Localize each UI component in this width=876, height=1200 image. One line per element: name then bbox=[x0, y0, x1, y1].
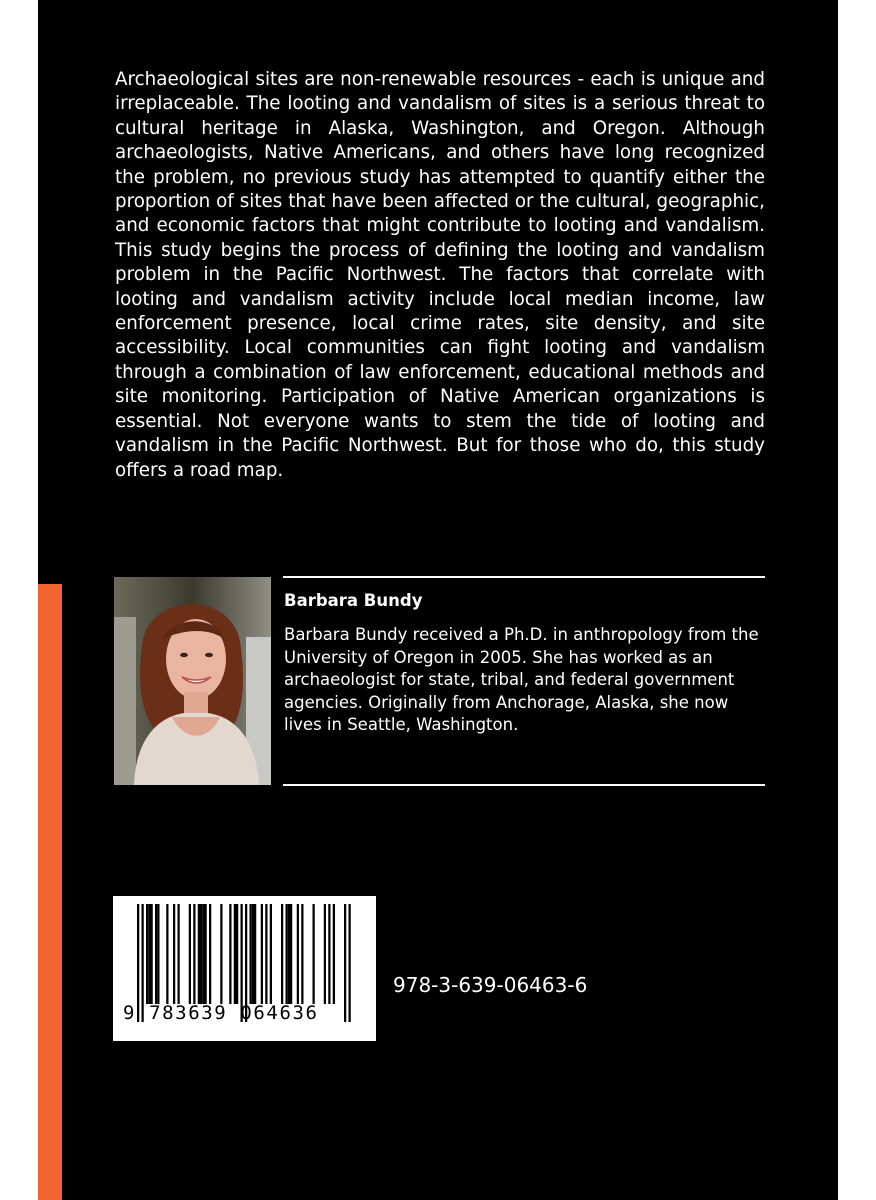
barcode-bar bbox=[155, 904, 157, 1004]
author-rule-top bbox=[283, 576, 765, 578]
barcode-bar bbox=[220, 904, 222, 1004]
barcode-bar bbox=[301, 904, 303, 1004]
barcode-bar bbox=[166, 904, 168, 1004]
barcode-bar bbox=[198, 904, 200, 1004]
barcode-bar bbox=[205, 904, 207, 1004]
barcode-bar bbox=[281, 904, 283, 1004]
barcode-bar bbox=[297, 904, 299, 1004]
author-rule-bottom bbox=[283, 784, 765, 786]
barcode-bar bbox=[261, 904, 263, 1004]
barcode-bar bbox=[173, 904, 175, 1004]
barcode-bar bbox=[265, 904, 267, 1004]
barcode-bar bbox=[250, 904, 252, 1004]
blurb-text: Archaeological sites are non-renewable resources - each is unique and irreplaceable. The looting and vandalism of sites is a serious threat to cultural heritage in Alaska, Washington, and Oregon. Although archaeologists, Native Americans, and others have long recognized the problem, no previous study has attempted to quantify either the proportion of sites that have been affected or the cultural, geographic, and economic factors that might contribute to looting and vandalism. This study begins the process of defining the looting and vandalism problem in the Pacific Northwest. The factors that correlate with looting and vandalism activity include local median income, law enforcement presence, local crime rates, site density, and site accessibility. Local communities can fight looting and vandalism through a combination of law enforcement, educational methods and site monitoring. Participation of Native American organizations is essential. Not everyone wants to stem the tide of looting and vandalism in the Pacific Northwest. But for those who do, this study offers a road map. bbox=[115, 69, 765, 481]
barcode-bar bbox=[146, 904, 148, 1004]
barcode-bar bbox=[290, 904, 292, 1004]
barcode-bar bbox=[189, 904, 191, 1004]
barcode-bar bbox=[202, 904, 204, 1004]
barcode-bar bbox=[151, 904, 153, 1004]
barcode-bar bbox=[324, 904, 326, 1004]
barcode-bar bbox=[229, 904, 231, 1004]
barcode-bar bbox=[234, 904, 236, 1004]
barcode-bar bbox=[178, 904, 180, 1004]
barcode bbox=[113, 896, 376, 1041]
author-bio: Barbara Bundy received a Ph.D. in anthropology from the University of Oregon in 2005. She has worked as an archaeologist for state, tribal, and federal government agencies. Originally from Anchorage, Alaska, she now lives in Seattle, Washington. bbox=[284, 625, 759, 734]
author-name: Barbara Bundy bbox=[284, 591, 423, 610]
barcode-bar bbox=[193, 904, 195, 1004]
accent-stripe bbox=[38, 584, 62, 1200]
barcode-bar bbox=[157, 904, 159, 1004]
barcode-bar bbox=[254, 904, 256, 1004]
barcode-bar bbox=[328, 904, 330, 1004]
barcode-bar bbox=[252, 904, 254, 1004]
isbn-text: 978-3-639-06463-6 bbox=[393, 973, 588, 997]
author-photo bbox=[114, 577, 271, 785]
barcode-digits: 9 783639 064636 bbox=[123, 1002, 319, 1024]
barcode-bar bbox=[148, 904, 150, 1004]
barcode-bar bbox=[236, 904, 238, 1004]
barcode-bar bbox=[288, 904, 290, 1004]
barcode-bar bbox=[209, 904, 211, 1004]
barcode-bar bbox=[270, 904, 272, 1004]
barcode-bar bbox=[333, 904, 335, 1004]
barcode-bar bbox=[200, 904, 202, 1004]
barcode-bar bbox=[313, 904, 315, 1004]
barcode-bar bbox=[286, 904, 288, 1004]
